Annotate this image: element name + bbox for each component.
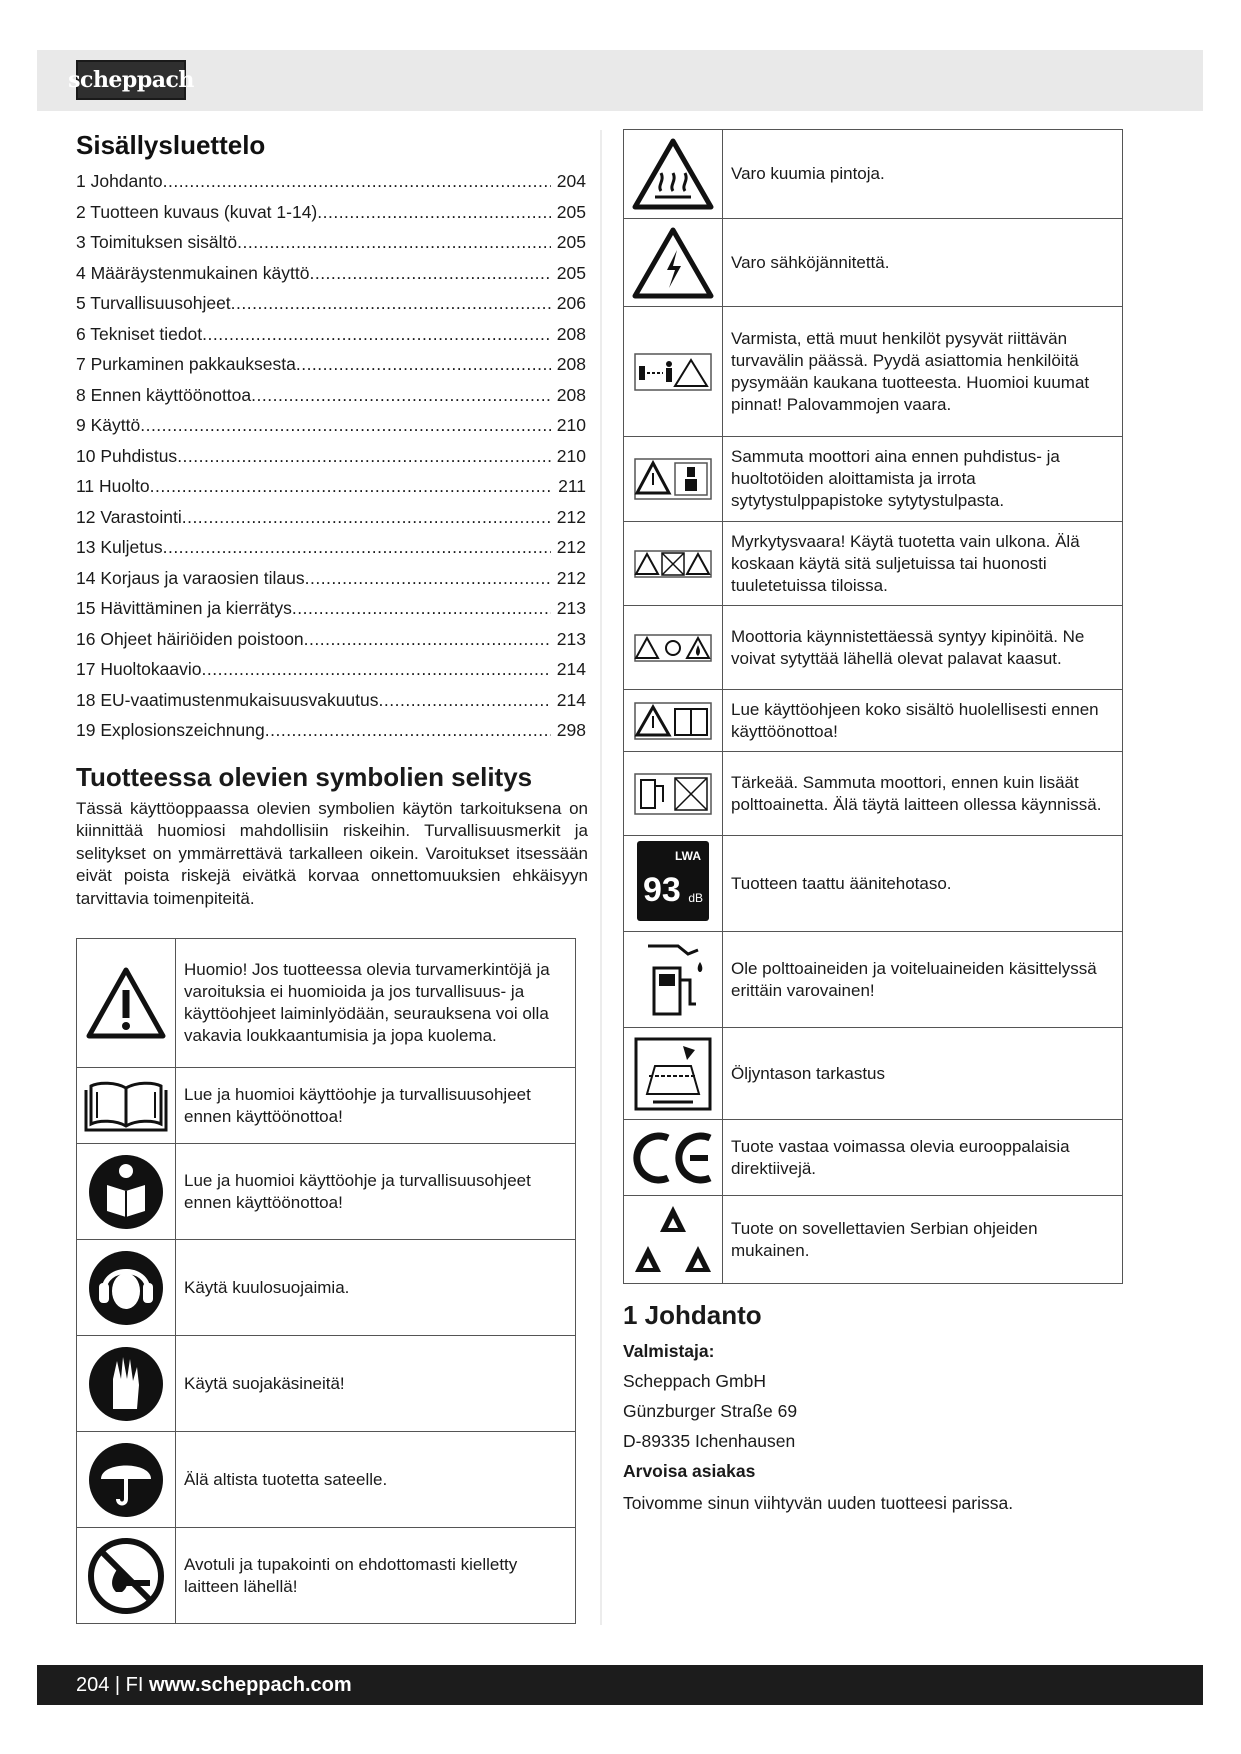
symbol-icon-cell — [624, 1120, 723, 1196]
header-band — [37, 50, 1203, 111]
symbol-icon-cell — [624, 1196, 723, 1284]
toc-entry-page: 212 — [556, 506, 586, 527]
symbol-text: Varmista, että muut henkilöt pysyvät riittävän turvavälin päässä. Pyydä asiattomia henkilöitä pysymään kaukana tuotteesta. Huomioi kuumat pinnat! Palovammojen vaara. — [723, 307, 1123, 437]
table-of-contents — [76, 166, 586, 746]
toc-entry-label: 18 EU-vaatimustenmukaisuusvakuutus — [76, 689, 379, 710]
sound-power-label: LWA — [675, 849, 701, 863]
toc-entry-label: 15 Hävittäminen ja kierrätys — [76, 598, 292, 618]
toc-entry-page: 211 — [558, 476, 586, 496]
toc-entry-label: 2 Tuotteen kuvaus (kuvat 1-14) — [76, 201, 318, 222]
symbol-icon-cell — [624, 130, 723, 219]
toc-entry[interactable] — [76, 380, 586, 411]
toc-entry-page: 208 — [556, 323, 586, 344]
toc-entry[interactable] — [76, 166, 586, 197]
spark-plug-warning-icon — [633, 457, 713, 501]
toc-leader-dots — [163, 532, 551, 563]
toc-leader-dots — [177, 441, 551, 472]
toc-entry[interactable] — [76, 654, 586, 685]
toc-entry-label: 13 Kuljetus — [76, 537, 163, 557]
symbol-icon-cell — [77, 1432, 176, 1528]
toc-entry[interactable] — [76, 563, 586, 594]
toc-entry[interactable] — [76, 288, 586, 319]
symbol-icon-cell — [624, 606, 723, 690]
symbol-icon-cell — [624, 932, 723, 1028]
symbol-text: Käytä kuulosuojaimia. — [176, 1240, 576, 1336]
toc-entry-label: 19 Explosionszeichnung — [76, 720, 265, 740]
company-name: Scheppach GmbH — [623, 1371, 766, 1391]
fuel-stop-icon — [633, 772, 713, 816]
toc-entry-page: 212 — [556, 567, 586, 588]
toc-leader-dots — [305, 563, 551, 594]
toc-entry-page: 213 — [556, 628, 586, 649]
footer-url-link[interactable]: www.scheppach.com — [149, 1674, 352, 1696]
symbol-text: Tärkeää. Sammuta moottori, ennen kuin lisäät polttoainetta. Älä täytä laitteen ollessa käynnissä. — [723, 752, 1123, 836]
serbian-conformity-icon — [632, 1202, 714, 1278]
symbol-row — [624, 1196, 1123, 1284]
symbol-text: Moottoria käynnistettäessä syntyy kipinöitä. Ne voivat sytyttää lähellä olevat palavat kaasut. — [723, 606, 1123, 690]
ear-protection-icon — [87, 1249, 165, 1327]
symbol-text: Varo kuumia pintoja. — [723, 130, 1123, 219]
toc-leader-dots — [379, 685, 551, 716]
footer-page-lang: 204 | FI — [76, 1674, 144, 1696]
toc-entry-label: 3 Toimituksen sisältö — [76, 232, 238, 252]
toc-entry-label: 17 Huoltokaavio — [76, 659, 202, 679]
no-smoking-fire-icon — [86, 1536, 166, 1616]
toc-entry-page: 214 — [556, 659, 586, 679]
manufacturer-label: Valmistaja: — [623, 1341, 715, 1361]
symbol-row — [624, 1120, 1123, 1196]
toc-entry[interactable] — [76, 471, 586, 502]
symbol-row — [624, 690, 1123, 752]
left-symbol-table — [76, 938, 576, 1624]
symbol-text: Öljyntason tarkastus — [723, 1028, 1123, 1120]
symbol-text: Tuotteen taattu äänitehotaso. — [723, 836, 1123, 932]
toc-entry-label: 12 Varastointi — [76, 506, 182, 527]
symbol-text: Huomio! Jos tuotteessa olevia turvamerkintöjä ja varoituksia ei huomioida ja jos turvallisuus- ja käyttöohjeet laiminlyödään, seurauksena voi olla vakavia loukkaantumisia ja jopa kuolema. — [176, 939, 576, 1068]
right-symbol-table — [623, 129, 1123, 1284]
open-book-icon — [83, 1078, 169, 1134]
symbol-row — [624, 307, 1123, 437]
symbol-row — [624, 606, 1123, 690]
symbol-row — [624, 752, 1123, 836]
symbol-text: Avotuli ja tupakointi on ehdottomasti kielletty laitteen lähellä! — [176, 1528, 576, 1624]
toc-entry[interactable] — [76, 349, 586, 380]
toc-entry[interactable] — [76, 532, 586, 563]
sound-power-value: 93 — [643, 871, 681, 909]
toc-entry[interactable] — [76, 624, 586, 655]
toc-title: Sisällysluettelo — [76, 130, 266, 160]
symbol-text: Ole polttoaineiden ja voiteluaineiden käsittelyssä erittäin varovainen! — [723, 932, 1123, 1028]
toc-entry[interactable] — [76, 593, 586, 624]
oil-level-icon — [633, 1036, 713, 1112]
symbol-row — [624, 522, 1123, 606]
symbol-row — [624, 836, 1123, 932]
toc-leader-dots — [202, 654, 551, 685]
greeting-text: Toivomme sinun viihtyvän uuden tuotteesi parissa. — [623, 1493, 1014, 1513]
hot-surface-icon — [631, 137, 715, 211]
symbol-icon-cell — [77, 939, 176, 1068]
toc-leader-dots — [140, 410, 551, 441]
symbol-row — [77, 1432, 576, 1528]
toc-entry-page: 214 — [556, 689, 586, 710]
toc-entry-page: 210 — [556, 445, 586, 466]
toc-entry[interactable] — [76, 410, 586, 441]
read-manual-icon — [87, 1153, 165, 1231]
symbol-row — [624, 932, 1123, 1028]
footer-bar — [37, 1665, 1203, 1705]
toc-entry-label: 11 Huolto — [76, 476, 150, 496]
toc-leader-dots — [309, 258, 550, 289]
symbol-text: Käytä suojakäsineitä! — [176, 1336, 576, 1432]
toc-entry-label: 6 Tekniset tiedot — [76, 323, 203, 344]
sound-power-unit: dB — [688, 891, 703, 905]
symbol-text: Varo sähköjännitettä. — [723, 219, 1123, 307]
toc-entry[interactable] — [76, 715, 586, 746]
toc-entry-page: 204 — [556, 171, 586, 191]
symbols-intro-text: Tässä käyttöoppaassa olevien symbolien käytön tarkoituksena on kiinnittää huomiosi mahdollisiin riskeihin. Turvallisuusmerkit ja selitykset on ymmärrettävä tarkalleen oikein. Varoitukset itsessään eivät poista riskejä eivätkä korvaa onnettomuuksien ehkäisyyn tarvittavia toimenpiteitä. — [76, 798, 588, 908]
toc-entry[interactable] — [76, 441, 586, 472]
symbol-icon-cell — [624, 1028, 723, 1120]
intro-title: 1 Johdanto — [623, 1300, 762, 1330]
toc-entry-page: 205 — [556, 201, 586, 222]
toc-leader-dots — [292, 593, 551, 624]
symbol-icon-cell — [77, 1068, 176, 1144]
symbol-text: Lue ja huomioi käyttöohje ja turvallisuusohjeet ennen käyttöönottoa! — [176, 1068, 576, 1144]
symbol-row — [77, 1068, 576, 1144]
symbol-row — [77, 1528, 576, 1624]
column-divider — [600, 130, 602, 1625]
toc-entry[interactable] — [76, 227, 586, 258]
toc-entry-label: 1 Johdanto — [76, 171, 163, 191]
symbol-row — [77, 1144, 576, 1240]
symbol-icon-cell — [624, 307, 723, 437]
toc-leader-dots — [150, 471, 552, 502]
toc-entry-label: 8 Ennen käyttöönottoa — [76, 384, 252, 405]
toc-leader-dots — [231, 288, 551, 319]
toc-entry-label: 4 Määräystenmukainen käyttö — [76, 262, 310, 283]
warning-manual-icon — [633, 701, 713, 741]
toc-entry-page: 213 — [556, 598, 586, 618]
toc-leader-dots — [202, 319, 551, 350]
toc-entry[interactable] — [76, 258, 586, 289]
symbol-icon-cell — [624, 690, 723, 752]
toc-entry-label: 14 Korjaus ja varaosien tilaus — [76, 567, 305, 588]
toc-entry-page: 210 — [556, 415, 586, 435]
toc-entry-page: 212 — [556, 537, 586, 557]
toc-entry-page: 205 — [556, 232, 586, 252]
left-column — [76, 128, 586, 910]
toc-entry-page: 208 — [556, 354, 586, 374]
toc-leader-dots — [182, 502, 551, 533]
toc-leader-dots — [163, 166, 551, 197]
symbol-icon-cell — [77, 1240, 176, 1336]
sound-power-icon — [637, 841, 709, 921]
symbol-icon-cell — [624, 522, 723, 606]
toc-leader-dots — [296, 349, 551, 380]
symbol-icon-cell — [624, 836, 723, 932]
intro-section — [623, 1298, 1123, 1518]
symbol-row — [77, 939, 576, 1068]
symbols-section-title: Tuotteessa olevien symbolien selitys — [76, 761, 533, 792]
toc-entry-label: 7 Purkaminen pakkauksesta — [76, 354, 296, 374]
gloves-icon — [87, 1345, 165, 1423]
symbol-text: Lue ja huomioi käyttöohje ja turvallisuusohjeet ennen käyttöönottoa! — [176, 1144, 576, 1240]
scheppach-logo: scheppach — [76, 60, 186, 100]
symbol-text: Tuote vastaa voimassa olevia eurooppalaisia direktiivejä. — [723, 1120, 1123, 1196]
toc-leader-dots — [251, 380, 551, 411]
toxic-fumes-icon — [633, 549, 713, 579]
toc-entry-label: 5 Turvallisuusohjeet — [76, 293, 231, 313]
symbol-icon-cell — [624, 437, 723, 522]
toc-entry-label: 16 Ohjeet häiriöiden poistoon — [76, 628, 304, 649]
toc-entry[interactable] — [76, 197, 586, 228]
toc-entry-label: 10 Puhdistus — [76, 445, 178, 466]
symbol-row — [624, 1028, 1123, 1120]
toc-entry[interactable] — [76, 502, 586, 533]
toc-leader-dots — [237, 227, 551, 258]
toc-leader-dots — [265, 715, 551, 746]
toc-entry-page: 205 — [556, 262, 586, 283]
symbol-icon-cell — [77, 1144, 176, 1240]
toc-entry-label: 9 Käyttö — [76, 415, 141, 435]
symbol-row — [77, 1336, 576, 1432]
toc-leader-dots — [304, 624, 551, 655]
ce-mark-icon — [630, 1130, 716, 1186]
toc-entry-page: 206 — [556, 293, 586, 313]
company-city: D-89335 Ichenhausen — [623, 1431, 796, 1451]
umbrella-icon — [87, 1441, 165, 1519]
symbol-row — [624, 437, 1123, 522]
high-voltage-icon — [631, 226, 715, 300]
symbol-icon-cell — [77, 1336, 176, 1432]
toc-entry-page: 208 — [556, 384, 586, 405]
symbol-text: Lue käyttöohjeen koko sisältö huolellisesti ennen käyttöönottoa! — [723, 690, 1123, 752]
customer-label: Arvoisa asiakas — [623, 1461, 756, 1481]
symbol-row — [77, 1240, 576, 1336]
toc-leader-dots — [317, 197, 551, 228]
fuel-oil-icon — [638, 940, 708, 1020]
toc-entry-page: 298 — [556, 720, 586, 740]
symbol-text: Sammuta moottori aina ennen puhdistus- ja huoltotöiden aloittamista ja irrota sytytystulppapistoke sytytystulpasta. — [723, 437, 1123, 522]
symbol-row — [624, 130, 1123, 219]
symbol-text: Älä altista tuotetta sateelle. — [176, 1432, 576, 1528]
toc-entry[interactable] — [76, 685, 586, 716]
company-street: Günzburger Straße 69 — [623, 1401, 798, 1421]
toc-entry[interactable] — [76, 319, 586, 350]
symbol-icon-cell — [77, 1528, 176, 1624]
symbol-row — [624, 219, 1123, 307]
warning-triangle-icon — [85, 966, 167, 1040]
spark-fire-icon — [633, 633, 713, 663]
symbol-icon-cell — [624, 219, 723, 307]
keep-distance-icon — [633, 352, 713, 392]
symbol-text: Myrkytysvaara! Käytä tuotetta vain ulkona. Älä koskaan käytä sitä suljetuissa tai huonosti tuuletetuissa tiloissa. — [723, 522, 1123, 606]
symbol-text: Tuote on sovellettavien Serbian ohjeiden mukainen. — [723, 1196, 1123, 1284]
symbol-icon-cell — [624, 752, 723, 836]
